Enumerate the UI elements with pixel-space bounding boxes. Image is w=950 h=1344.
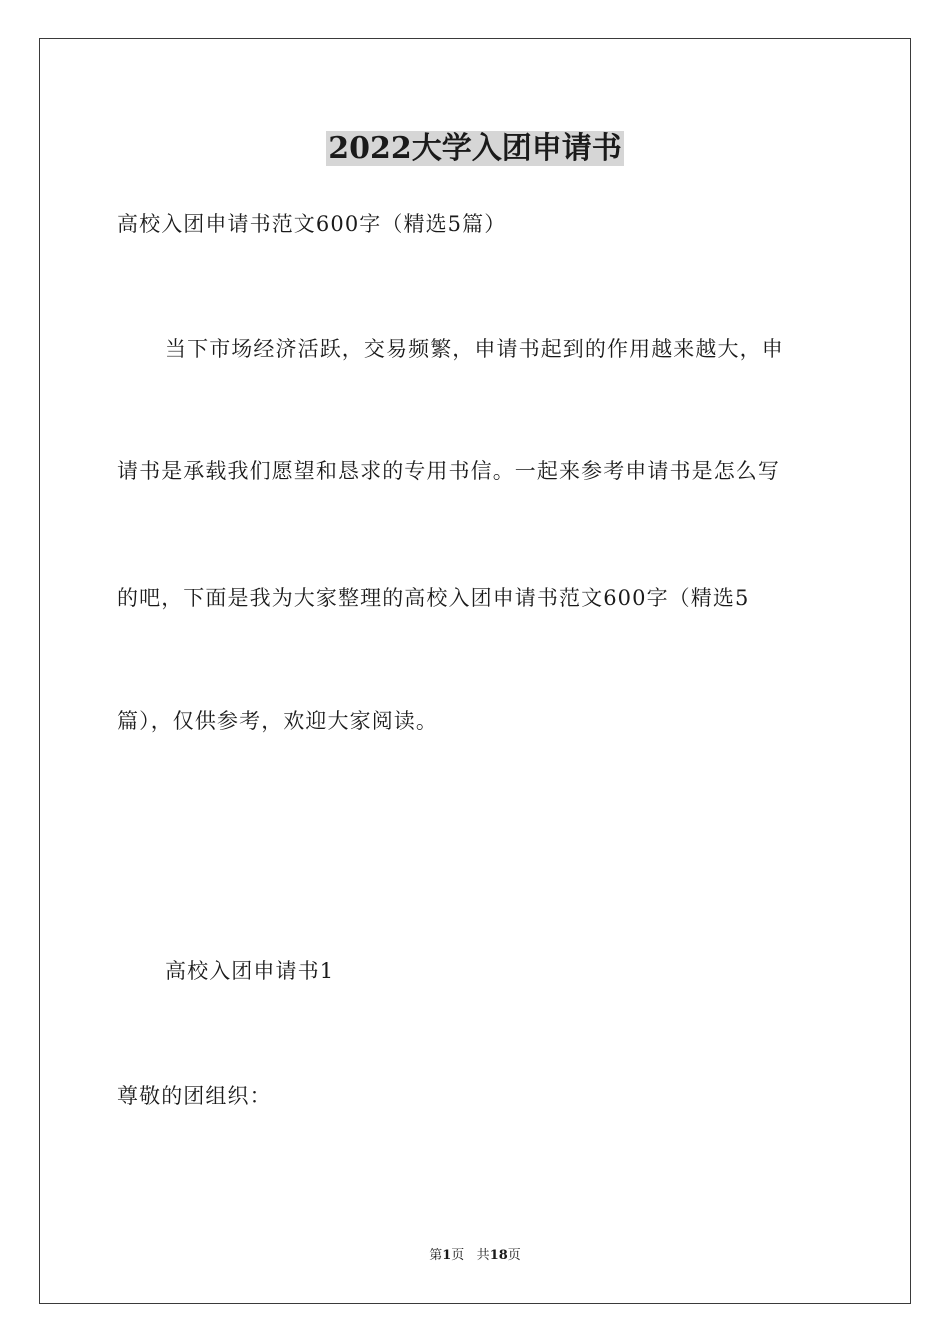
document-title-text: 2022大学入团申请书 bbox=[328, 131, 622, 166]
section-heading: 高校入团申请书1 bbox=[165, 959, 335, 983]
footer-total-suffix: 页 bbox=[507, 1248, 521, 1263]
intro-line-1: 当下市场经济活跃，交易频繁，申请书起到的作用越来越大，申 bbox=[165, 337, 784, 361]
intro-line-4: 篇），仅供参考，欢迎大家阅读。 bbox=[117, 709, 438, 733]
document-title bbox=[0, 127, 950, 171]
footer-total-prefix: 共 bbox=[476, 1248, 490, 1263]
footer-total-pages: 18 bbox=[489, 1248, 508, 1263]
footer-page-suffix: 页 bbox=[451, 1248, 465, 1263]
intro-line-2: 请书是承载我们愿望和恳求的专用书信。一起来参考申请书是怎么写 bbox=[117, 459, 780, 483]
footer-page-number: 1 bbox=[442, 1248, 452, 1263]
page-footer bbox=[0, 1246, 950, 1266]
salutation: 尊敬的团组织： bbox=[117, 1084, 272, 1108]
footer-page-prefix: 第 bbox=[429, 1248, 443, 1263]
intro-line-3: 的吧，下面是我为大家整理的高校入团申请书范文600字（精选5 bbox=[117, 586, 750, 610]
document-subtitle: 高校入团申请书范文600字（精选5篇） bbox=[117, 212, 507, 236]
